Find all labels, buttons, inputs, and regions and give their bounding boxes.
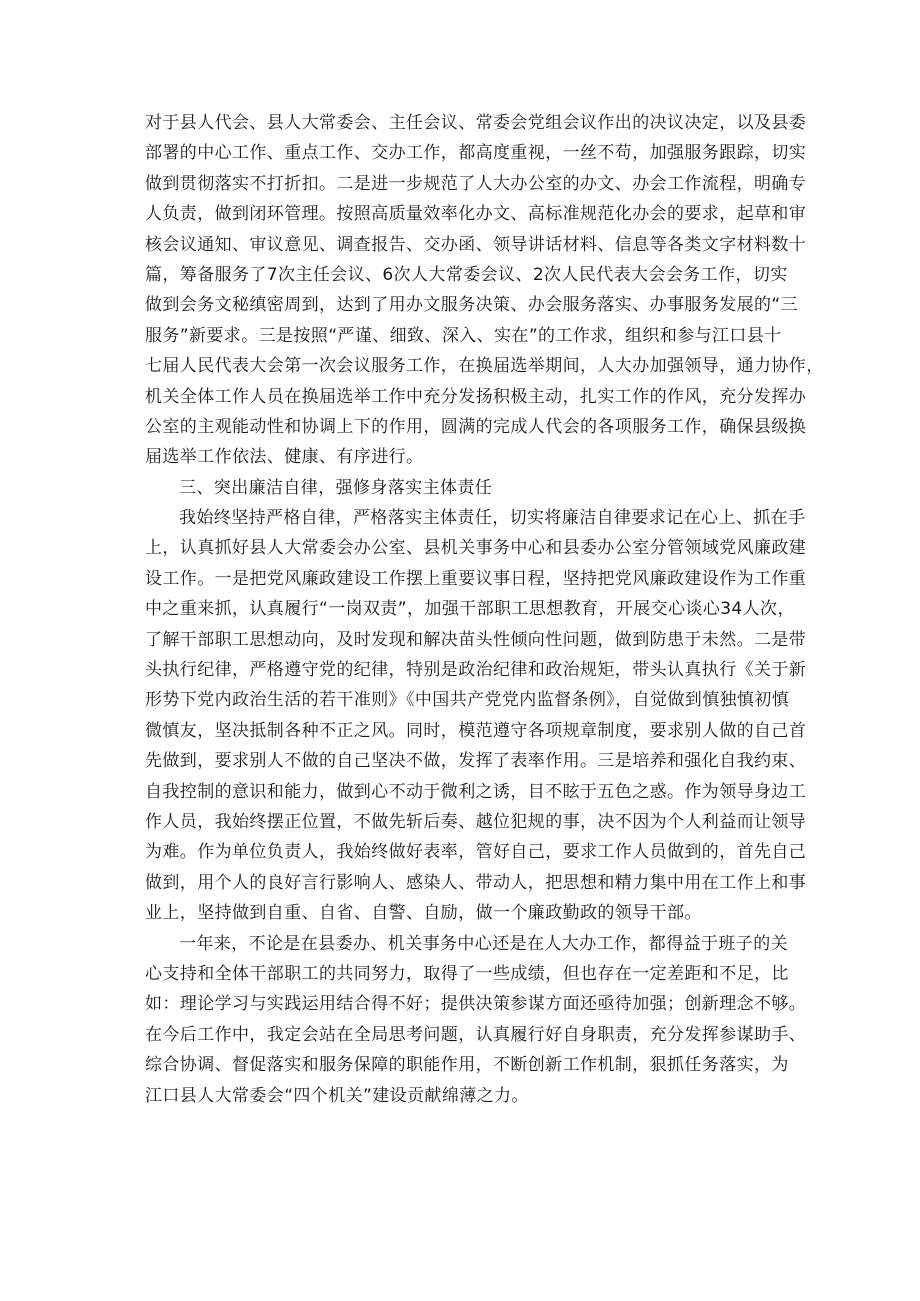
text-line: 心支持和全体干部职工的共同努力，取得了一些成绩，但也存在一定差距和不足，比 <box>145 963 789 984</box>
text-line: 做到会务文秘缜密周到，达到了用办文服务决策、办会服务落实、办事服务发展的“三 <box>145 295 799 316</box>
text-line: 形势下党内政治生活的若干准则》《中国共产党党内监督条例》，自觉做到慎独慎初慎 <box>145 690 790 711</box>
text-line: 在今后工作中，我定会站在全局思考问题，认真履行好自身职责，充分发挥参谋助手、 <box>145 1024 807 1045</box>
text-line: 机关全体工作人员在换届选举工作中充分发扬积极主动，扎实工作的作风，充分发挥办 <box>145 386 807 407</box>
text-line: 如：理论学习与实践运用结合得不好；提供决策参谋方面还亟待加强；创新理念不够。 <box>145 994 807 1015</box>
text-line: 综合协调、督促落实和服务保障的职能作用，不断创新工作机制，狠抓任务落实，为 <box>145 1055 789 1076</box>
text-line: 中之重来抓，认真履行“一岗双责”，加强干部职工思想教育，开展交心谈心34人次， <box>145 599 795 620</box>
paragraph-summary <box>145 929 807 1111</box>
text-line: 服务”新要求。三是按照“严谨、细致、深入、实在”的工作求，组织和参与江口县十 <box>145 325 782 346</box>
text-line: 先做到，要求别人不做的自己坚决不做，发挥了表率作用。三是培养和强化自我约束、 <box>145 751 807 772</box>
text-line: 七届人民代表大会第一次会议服务工作，在换届选举期间，人大办加强领导，通力协作， <box>145 356 824 377</box>
text-line: 人负责，做到闭环管理。按照高质量效率化办文、高标准规范化办会的要求，起草和审 <box>145 204 807 225</box>
text-line: 江口县人大常委会“四个机关”建设贡献绵薄之力。 <box>145 1085 529 1106</box>
text-line: 了解干部职工思想动向，及时发现和解决苗头性倾向性问题，做到防患于未然。二是带 <box>145 629 807 650</box>
text-line: 核会议通知、审议意见、调查报告、交办函、领导讲话材料、信息等各类文字材料数十 <box>145 234 807 255</box>
text-line: 设工作。一是把党风廉政建设工作摆上重要议事日程，坚持把党风廉政建设作为工作重 <box>145 568 807 589</box>
document-body <box>145 108 824 1111</box>
text-line: 对于县人代会、县人大常委会、主任会议、常委会党组会议作出的决议决定，以及县委 <box>145 113 807 133</box>
text-line: 业上，坚持做到自重、自省、自警、自励，做一个廉政勤政的领导干部。 <box>145 903 702 924</box>
text-line: 一年来，不论是在县委办、机关事务中心还是在人大办工作，都得益于班子的关 <box>179 933 788 954</box>
section-heading: 三、突出廉洁自律，强修身落实主体责任 <box>179 477 493 498</box>
text-line: 自我控制的意识和能力，做到心不动于微利之诱，目不眩于五色之惑。作为领导身边工 <box>145 781 807 802</box>
text-line: 做到，用个人的良好言行影响人、感染人、带动人，把思想和精力集中用在工作上和事 <box>145 872 807 893</box>
text-line: 做到贯彻落实不打折扣。二是进一步规范了人大办公室的办文、办会工作流程，明确专 <box>145 173 807 194</box>
text-line: 公室的主观能动性和协调上下的作用，圆满的完成人代会的各项服务工作，确保县级换 <box>145 416 807 437</box>
text-line: 篇，筹备服务了7次主任会议、6次人大常委会议、2次人民代表大会会务工作，切实 <box>145 264 788 285</box>
text-line: 部署的中心工作、重点工作、交办工作，都高度重视，一丝不苟，加强服务跟踪，切实 <box>145 143 807 164</box>
text-line: 届选举工作依法、健康、有序进行。 <box>145 447 424 468</box>
text-line: 作人员，我始终摆正位置，不做先斩后奏、越位犯规的事，决不因为个人利益而让领导 <box>145 811 807 832</box>
text-line: 上，认真抓好县人大常委会办公室、县机关事务中心和县委办公室分管领域党风廉政建 <box>145 538 807 559</box>
text-line: 我始终坚持严格自律，严格落实主体责任，切实将廉洁自律要求记在心上、抓在手 <box>179 508 806 529</box>
text-line: 为难。作为单位负责人，我始终做好表率，管好自己，要求工作人员做到的，首先自己 <box>145 842 807 863</box>
text-line: 微慎友，坚决抵制各种不正之风。同时，模范遵守各项规章制度，要求别人做的自己首 <box>145 720 807 741</box>
paragraph-self-discipline <box>145 503 807 928</box>
paragraph-service-work <box>145 108 824 473</box>
text-line: 头执行纪律，严格遵守党的纪律，特别是政治纪律和政治规矩，带头认真执行《关于新 <box>145 660 807 681</box>
